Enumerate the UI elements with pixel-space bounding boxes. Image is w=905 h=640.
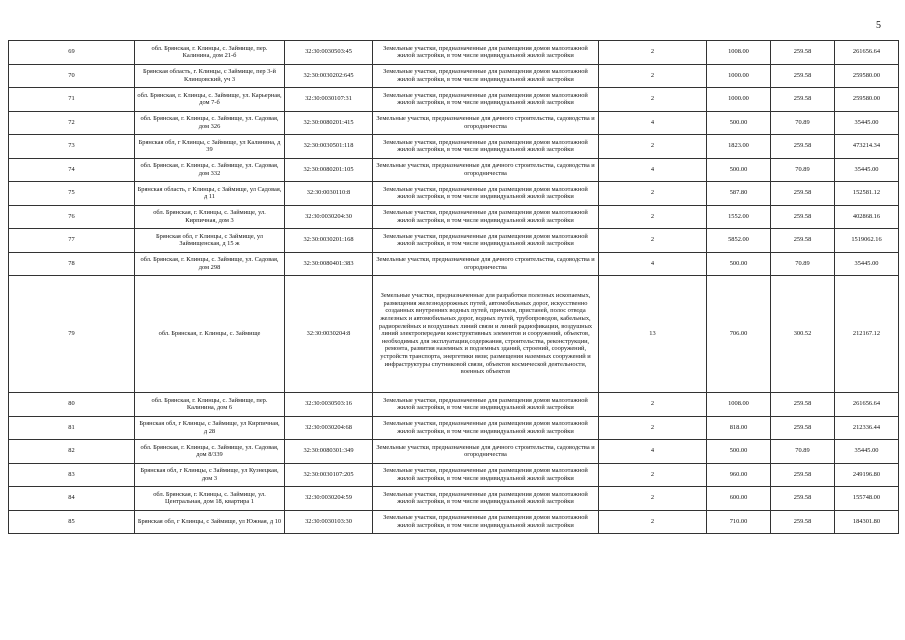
use-group-cell: 4 [599, 252, 707, 276]
table-row [9, 229, 899, 253]
cadastral-number-cell: 32:30:0080301:349 [285, 440, 373, 464]
specific-value-cell: 70.89 [771, 440, 835, 464]
area-cell: 500.00 [707, 252, 771, 276]
area-cell: 1552.00 [707, 205, 771, 229]
address-cell: Брянская обл, г Клинцы, с Займище, ул Кузнецкая, дом 3 [135, 463, 285, 487]
specific-value-cell: 259.58 [771, 41, 835, 65]
use-group-cell: 4 [599, 111, 707, 135]
table-row [9, 41, 899, 65]
land-use-cell: Земельные участки, предназначенные для размещения домов малоэтажной жилой застройки, в том числе индивидуальной жилой застройки [373, 182, 599, 206]
land-use-cell: Земельные участки, предназначенные для размещения домов малоэтажной жилой застройки, в том числе индивидуальной жилой застройки [373, 510, 599, 534]
specific-value-cell: 259.58 [771, 135, 835, 159]
land-use-cell: Земельные участки, предназначенные для размещения домов малоэтажной жилой застройки, в том числе индивидуальной жилой застройки [373, 416, 599, 440]
address-cell: Брянская обл, г Клинцы, с Займище, ул Займищенская, д 15 ж [135, 229, 285, 253]
specific-value-cell: 259.58 [771, 229, 835, 253]
use-group-cell: 13 [599, 276, 707, 393]
cadastral-number-cell: 32:30:0030204:68 [285, 416, 373, 440]
row-number-cell: 75 [9, 182, 135, 206]
address-cell: Брянская область, г Клинцы, с Займище, ул Садовая, д 11 [135, 182, 285, 206]
row-number-cell: 83 [9, 463, 135, 487]
row-number-cell: 73 [9, 135, 135, 159]
cadastral-number-cell: 32:30:0030110:8 [285, 182, 373, 206]
area-cell: 500.00 [707, 158, 771, 182]
area-cell: 1008.00 [707, 393, 771, 417]
specific-value-cell: 70.89 [771, 158, 835, 182]
table-row [9, 111, 899, 135]
land-use-cell: Земельные участки, предназначенные для дачного строительства, садоводства и огородничества [373, 252, 599, 276]
cadastral-number-cell: 32:30:0080401:383 [285, 252, 373, 276]
cadastral-number-cell: 32:30:0080201:105 [285, 158, 373, 182]
cadastral-value-cell: 249196.80 [835, 463, 899, 487]
land-use-cell: Земельные участки, предназначенные для размещения домов малоэтажной жилой застройки, в том числе индивидуальной жилой застройки [373, 135, 599, 159]
address-cell: обл. Брянская, г. Клинцы, с. Займище, ул. Центральная, дом 18, квартира 1 [135, 487, 285, 511]
row-number-cell: 80 [9, 393, 135, 417]
row-number-cell: 77 [9, 229, 135, 253]
area-cell: 710.00 [707, 510, 771, 534]
land-use-cell: Земельные участки, предназначенные для размещения домов малоэтажной жилой застройки, в том числе индивидуальной жилой застройки [373, 487, 599, 511]
address-cell: обл. Брянская, г. Клинцы, с. Займище, пер. Калинина, дом 21-б [135, 41, 285, 65]
address-cell: обл. Брянская, г. Клинцы, с. Займище, ул. Садовая, дом 332 [135, 158, 285, 182]
row-number-cell: 70 [9, 64, 135, 88]
address-cell: Брянская обл, г Клинцы, с Займище, ул Кирпичная, д 28 [135, 416, 285, 440]
address-cell: Брянская обл, г Клинцы, с Займище, ул Южная, д 10 [135, 510, 285, 534]
address-cell: Брянская область, г. Клинцы, с Займище, пер 3-й Клинцовский, уч 3 [135, 64, 285, 88]
address-cell: обл. Брянская, г. Клинцы, с. Займище, ул. Карьерная, дом 7-б [135, 88, 285, 112]
area-cell: 706.00 [707, 276, 771, 393]
cadastral-number-cell: 32:30:0030501:118 [285, 135, 373, 159]
land-use-cell: Земельные участки, предназначенные для размещения домов малоэтажной жилой застройки, в том числе индивидуальной жилой застройки [373, 229, 599, 253]
area-cell: 500.00 [707, 111, 771, 135]
table-row [9, 182, 899, 206]
address-cell: обл. Брянская, г. Клинцы, с. Займище, пер. Калинина, дом 6 [135, 393, 285, 417]
land-use-cell: Земельные участки, предназначенные для разработки полезных ископаемых, размещения железнодорожных путей, автомобильных дорог, искусственно созданных внутренних водных путей, причалов, пристаней, полос отвода железных и автомобильных дорог, водных путей, трубопроводов, кабельных, радиорелейных и воздушных линий связи и линий радиофикации, воздушных линий электропередачи конструктивных элементов и сооружений, объектов, необходимых для эксплуатации,содержания, строительства, реконструкции, ремонта, развития наземных и подземных зданий, строений, сооружений, устройств транспорта, энергетики вязи; размещения наземных сооружений и инфраструктуры спутниковой связи, объектов космической деятельности, военных объектов [373, 276, 599, 393]
table-row [9, 510, 899, 534]
row-number-cell: 71 [9, 88, 135, 112]
use-group-cell: 2 [599, 182, 707, 206]
use-group-cell: 2 [599, 205, 707, 229]
row-number-cell: 76 [9, 205, 135, 229]
cadastral-value-cell: 1519062.16 [835, 229, 899, 253]
cadastral-number-cell: 32:30:0030107:31 [285, 88, 373, 112]
cadastral-number-cell: 32:30:0030202:645 [285, 64, 373, 88]
table-row [9, 88, 899, 112]
address-cell: обл. Брянская, г. Клинцы, с. Займище [135, 276, 285, 393]
table-row [9, 64, 899, 88]
specific-value-cell: 259.58 [771, 64, 835, 88]
specific-value-cell: 300.52 [771, 276, 835, 393]
use-group-cell: 2 [599, 135, 707, 159]
specific-value-cell: 259.58 [771, 487, 835, 511]
page-number: 5 [876, 20, 881, 31]
table-row [9, 252, 899, 276]
specific-value-cell: 70.89 [771, 252, 835, 276]
address-cell: обл. Брянская, г. Клинцы, с. Займище, ул. Кирпичная, дом 3 [135, 205, 285, 229]
land-plots-table [8, 40, 899, 534]
row-number-cell: 69 [9, 41, 135, 65]
row-number-cell: 78 [9, 252, 135, 276]
land-use-cell: Земельные участки, предназначенные для дачного строительства, садоводства и огородничества [373, 440, 599, 464]
specific-value-cell: 259.58 [771, 463, 835, 487]
cadastral-value-cell: 261656.64 [835, 41, 899, 65]
specific-value-cell: 70.89 [771, 111, 835, 135]
cadastral-number-cell: 32:30:0030107:205 [285, 463, 373, 487]
row-number-cell: 81 [9, 416, 135, 440]
area-cell: 1008.00 [707, 41, 771, 65]
land-use-cell: Земельные участки, предназначенные для дачного строительства, садоводства и огородничества [373, 158, 599, 182]
specific-value-cell: 259.58 [771, 393, 835, 417]
area-cell: 1823.00 [707, 135, 771, 159]
table-row [9, 135, 899, 159]
use-group-cell: 2 [599, 463, 707, 487]
use-group-cell: 2 [599, 88, 707, 112]
land-use-cell: Земельные участки, предназначенные для размещения домов малоэтажной жилой застройки, в том числе индивидуальной жилой застройки [373, 88, 599, 112]
land-use-cell: Земельные участки, предназначенные для размещения домов малоэтажной жилой застройки, в том числе индивидуальной жилой застройки [373, 393, 599, 417]
cadastral-number-cell: 32:30:0030503:16 [285, 393, 373, 417]
specific-value-cell: 259.58 [771, 510, 835, 534]
cadastral-number-cell: 32:30:0080201:415 [285, 111, 373, 135]
table-row [9, 158, 899, 182]
specific-value-cell: 259.58 [771, 205, 835, 229]
address-cell: обл. Брянская, г. Клинцы, с. Займище, ул. Садовая, дом 8/339 [135, 440, 285, 464]
cadastral-number-cell: 32:30:0030204:8 [285, 276, 373, 393]
address-cell: обл. Брянская, г. Клинцы, с. Займище, ул. Садовая, дом 326 [135, 111, 285, 135]
land-use-cell: Земельные участки, предназначенные для размещения домов малоэтажной жилой застройки, в том числе индивидуальной жилой застройки [373, 64, 599, 88]
area-cell: 1000.00 [707, 88, 771, 112]
specific-value-cell: 259.58 [771, 88, 835, 112]
row-number-cell: 74 [9, 158, 135, 182]
table-row [9, 463, 899, 487]
table-row [9, 276, 899, 393]
cadastral-value-cell: 35445.00 [835, 111, 899, 135]
cadastral-value-cell: 212336.44 [835, 416, 899, 440]
cadastral-value-cell: 155748.00 [835, 487, 899, 511]
area-cell: 818.00 [707, 416, 771, 440]
land-use-cell: Земельные участки, предназначенные для размещения домов малоэтажной жилой застройки, в том числе индивидуальной жилой застройки [373, 205, 599, 229]
table-row [9, 393, 899, 417]
table-row [9, 440, 899, 464]
cadastral-value-cell: 184301.80 [835, 510, 899, 534]
cadastral-value-cell: 35445.00 [835, 158, 899, 182]
cadastral-value-cell: 152581.12 [835, 182, 899, 206]
use-group-cell: 2 [599, 510, 707, 534]
cadastral-number-cell: 32:30:0030103:30 [285, 510, 373, 534]
cadastral-value-cell: 35445.00 [835, 252, 899, 276]
cadastral-number-cell: 32:30:0030201:168 [285, 229, 373, 253]
area-cell: 500.00 [707, 440, 771, 464]
table-row [9, 487, 899, 511]
use-group-cell: 2 [599, 64, 707, 88]
land-use-cell: Земельные участки, предназначенные для дачного строительства, садоводства и огородничества [373, 111, 599, 135]
cadastral-value-cell: 259580.00 [835, 88, 899, 112]
row-number-cell: 85 [9, 510, 135, 534]
cadastral-value-cell: 212167.12 [835, 276, 899, 393]
cadastral-number-cell: 32:30:0030204:30 [285, 205, 373, 229]
area-cell: 600.00 [707, 487, 771, 511]
specific-value-cell: 259.58 [771, 182, 835, 206]
cadastral-value-cell: 259580.00 [835, 64, 899, 88]
use-group-cell: 2 [599, 487, 707, 511]
table-row [9, 205, 899, 229]
use-group-cell: 2 [599, 393, 707, 417]
address-cell: Брянская обл, г Клинцы, с Займище, ул Калинина, д 39 [135, 135, 285, 159]
use-group-cell: 2 [599, 229, 707, 253]
area-cell: 1000.00 [707, 64, 771, 88]
cadastral-value-cell: 402868.16 [835, 205, 899, 229]
address-cell: обл. Брянская, г. Клинцы, с. Займище, ул. Садовая, дом 298 [135, 252, 285, 276]
row-number-cell: 79 [9, 276, 135, 393]
cadastral-value-cell: 35445.00 [835, 440, 899, 464]
use-group-cell: 4 [599, 158, 707, 182]
area-cell: 5852.00 [707, 229, 771, 253]
cadastral-value-cell: 261656.64 [835, 393, 899, 417]
row-number-cell: 72 [9, 111, 135, 135]
use-group-cell: 2 [599, 41, 707, 65]
cadastral-value-cell: 473214.34 [835, 135, 899, 159]
cadastral-number-cell: 32:30:0030204:59 [285, 487, 373, 511]
use-group-cell: 4 [599, 440, 707, 464]
area-cell: 960.00 [707, 463, 771, 487]
land-use-cell: Земельные участки, предназначенные для размещения домов малоэтажной жилой застройки, в том числе индивидуальной жилой застройки [373, 41, 599, 65]
specific-value-cell: 259.58 [771, 416, 835, 440]
land-use-cell: Земельные участки, предназначенные для размещения домов малоэтажной жилой застройки, в том числе индивидуальной жилой застройки [373, 463, 599, 487]
area-cell: 587.80 [707, 182, 771, 206]
table-row [9, 416, 899, 440]
use-group-cell: 2 [599, 416, 707, 440]
row-number-cell: 82 [9, 440, 135, 464]
table-body [9, 41, 899, 534]
row-number-cell: 84 [9, 487, 135, 511]
cadastral-number-cell: 32:30:0030503:45 [285, 41, 373, 65]
